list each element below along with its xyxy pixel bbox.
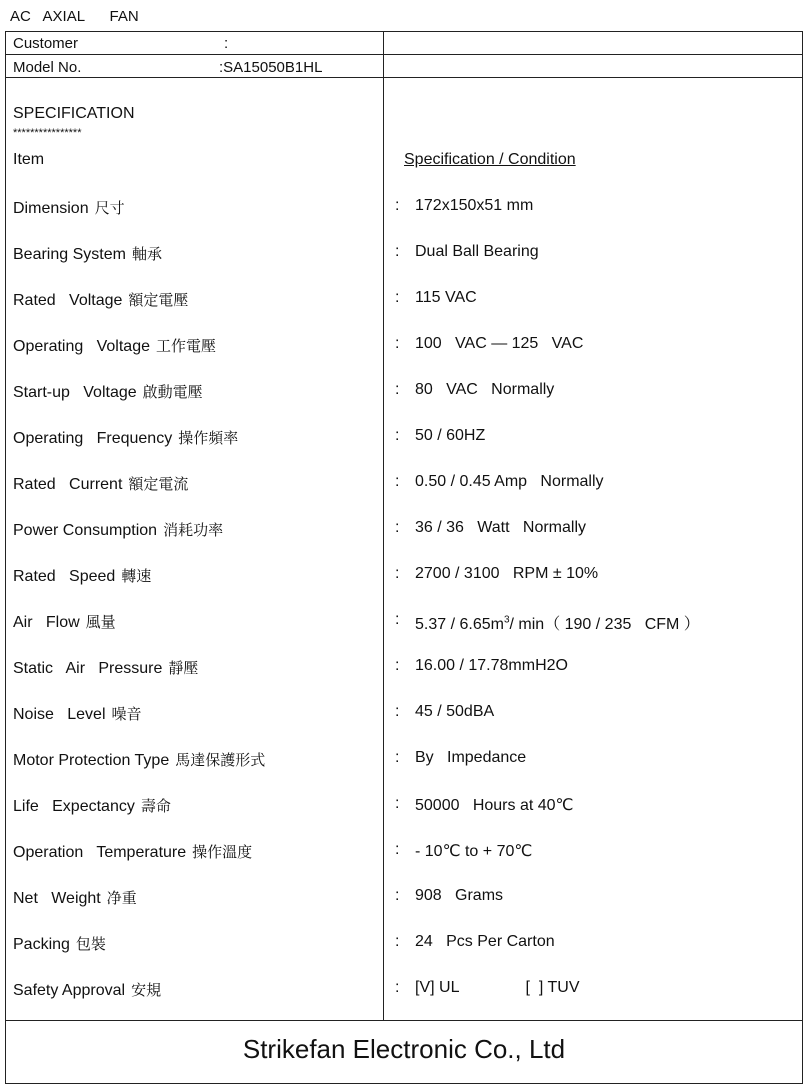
spec-item-zh: 包裝 (75, 935, 106, 953)
model-label: Model No. (13, 59, 82, 76)
spec-item-label (13, 703, 142, 724)
spec-value: 2700 / 3100 RPM ± 10% (415, 565, 599, 582)
document-title: AC AXIAL FAN (10, 8, 139, 25)
spec-colon: : (395, 979, 400, 996)
spec-item-label (13, 565, 151, 586)
spec-value: 50000 Hours at 40℃ (415, 797, 574, 814)
spec-value: 36 / 36 Watt Normally (415, 519, 587, 536)
spec-rows (6, 183, 802, 1011)
spec-item-en: Start-up Voltage (13, 384, 137, 401)
spec-item-zh: 馬達保護形式 (175, 751, 266, 769)
spec-colon: : (395, 887, 400, 904)
spec-row (6, 229, 802, 275)
spec-value: 80 VAC Normally (415, 381, 555, 398)
value-heading: Specification / Condition (404, 151, 576, 168)
spec-item-en: Operation Temperature (13, 844, 187, 861)
spec-colon: : (395, 519, 400, 536)
spec-value: 908 Grams (415, 887, 504, 904)
spec-row (6, 505, 802, 551)
spec-value: [V] UL [ ] TUV (415, 979, 580, 996)
spec-colon: : (395, 611, 400, 628)
spec-item-en: Rated Speed (13, 568, 116, 585)
spec-item-zh: 消耗功率 (163, 521, 224, 539)
spec-colon: : (395, 657, 400, 674)
customer-colon: : (224, 35, 229, 52)
spec-row (6, 413, 802, 459)
spec-value-part: / min（ 190 / 235 CFM ） (509, 616, 700, 633)
spec-colon: : (395, 427, 400, 444)
spec-colon: : (395, 933, 400, 950)
spec-row (6, 827, 802, 873)
spec-colon: : (395, 335, 400, 352)
spec-value: 16.00 / 17.78mmH2O (415, 657, 568, 674)
spec-item-zh: 净重 (106, 889, 137, 907)
spec-item-en: Noise Level (13, 706, 106, 723)
customer-label: Customer (13, 35, 79, 52)
spec-colon: : (395, 565, 400, 582)
spec-item-zh: 操作頻率 (178, 429, 239, 447)
spec-item-label (13, 473, 188, 494)
spec-title: SPECIFICATION (13, 105, 135, 122)
spec-row (6, 919, 802, 965)
spec-item-zh: 壽命 (140, 797, 171, 815)
spec-value: 0.50 / 0.45 Amp Normally (415, 473, 604, 490)
spec-row (6, 781, 802, 827)
spec-row (6, 689, 802, 735)
spec-row (6, 597, 802, 643)
spec-row (6, 183, 802, 229)
spec-item-label (13, 795, 171, 816)
spec-item-label (13, 197, 125, 218)
model-value: :SA15050B1HL (219, 59, 323, 76)
spec-row (6, 873, 802, 919)
spec-colon: : (395, 473, 400, 490)
spec-row (6, 551, 802, 597)
spec-item-label (13, 657, 198, 678)
spec-colon: : (395, 841, 400, 858)
spec-colon: : (395, 749, 400, 766)
spec-row (6, 643, 802, 689)
spec-item-zh: 風量 (85, 613, 116, 631)
spec-item-zh: 操作溫度 (192, 843, 253, 861)
spec-item-zh: 安規 (131, 981, 162, 999)
spec-item-zh: 工作電壓 (155, 337, 216, 355)
spec-item-en: Operating Voltage (13, 338, 150, 355)
spec-value: 45 / 50dBA (415, 703, 495, 720)
spec-item-zh: 轉速 (121, 567, 152, 585)
spec-value: 100 VAC — 125 VAC (415, 335, 584, 352)
spec-value-superscript: 3 (503, 614, 510, 626)
spec-sheet-frame (5, 31, 803, 1084)
spec-colon: : (395, 795, 400, 812)
spec-item-label (13, 289, 188, 310)
spec-item-en: Static Air Pressure (13, 660, 163, 677)
spec-item-zh: 尺寸 (94, 199, 125, 217)
spec-value: - 10℃ to + 70℃ (415, 843, 533, 860)
spec-item-label (13, 841, 252, 862)
spec-item-label (13, 519, 223, 540)
spec-value: 115 VAC (415, 289, 477, 306)
spec-item-en: Life Expectancy (13, 798, 135, 815)
spec-item-en: Power Consumption (13, 522, 158, 539)
spec-item-en: Dimension (13, 200, 89, 217)
spec-value (415, 611, 700, 634)
spec-row (6, 965, 802, 1011)
spec-item-en: Safety Approval (13, 982, 126, 999)
spec-item-label (13, 749, 265, 770)
spec-colon: : (395, 197, 400, 214)
spec-item-label (13, 979, 161, 1000)
spec-value: 24 Pcs Per Carton (415, 933, 555, 950)
spec-row (6, 321, 802, 367)
spec-item-en: Bearing System (13, 246, 126, 263)
spec-row (6, 275, 802, 321)
spec-item-zh: 額定電流 (128, 475, 189, 493)
spec-row (6, 735, 802, 781)
spec-item-label (13, 887, 137, 908)
spec-colon: : (395, 703, 400, 720)
spec-value: By Impedance (415, 749, 527, 766)
item-heading: Item (13, 151, 45, 168)
spec-item-zh: 軸承 (131, 245, 162, 263)
spec-item-zh: 靜壓 (168, 659, 199, 677)
spec-colon: : (395, 243, 400, 260)
spec-item-en: Air Flow (13, 614, 80, 631)
divider (6, 77, 802, 78)
divider (6, 54, 802, 55)
spec-value: Dual Ball Bearing (415, 243, 539, 260)
spec-row (6, 367, 802, 413)
spec-item-en: Operating Frequency (13, 430, 173, 447)
spec-stars: **************** (13, 127, 82, 139)
spec-value: 50 / 60HZ (415, 427, 486, 444)
spec-item-label (13, 933, 106, 954)
divider (6, 1020, 802, 1021)
spec-item-label (13, 335, 216, 356)
spec-item-label (13, 427, 238, 448)
spec-item-en: Motor Protection Type (13, 752, 170, 769)
spec-item-zh: 額定電壓 (128, 291, 189, 309)
spec-item-label (13, 243, 162, 264)
spec-value: 172x150x51 mm (415, 197, 534, 214)
spec-item-en: Rated Current (13, 476, 123, 493)
spec-row (6, 459, 802, 505)
company-name: Strikefan Electronic Co., Ltd (242, 1034, 566, 1064)
spec-colon: : (395, 289, 400, 306)
spec-item-en: Packing (13, 936, 70, 953)
spec-item-zh: 啟動電壓 (142, 383, 203, 401)
spec-item-label (13, 611, 116, 632)
spec-item-label (13, 381, 203, 402)
spec-value-part: 5.37 / 6.65m (415, 616, 504, 633)
spec-item-en: Net Weight (13, 890, 101, 907)
spec-item-en: Rated Voltage (13, 292, 123, 309)
spec-colon: : (395, 381, 400, 398)
spec-item-zh: 噪音 (111, 705, 142, 723)
